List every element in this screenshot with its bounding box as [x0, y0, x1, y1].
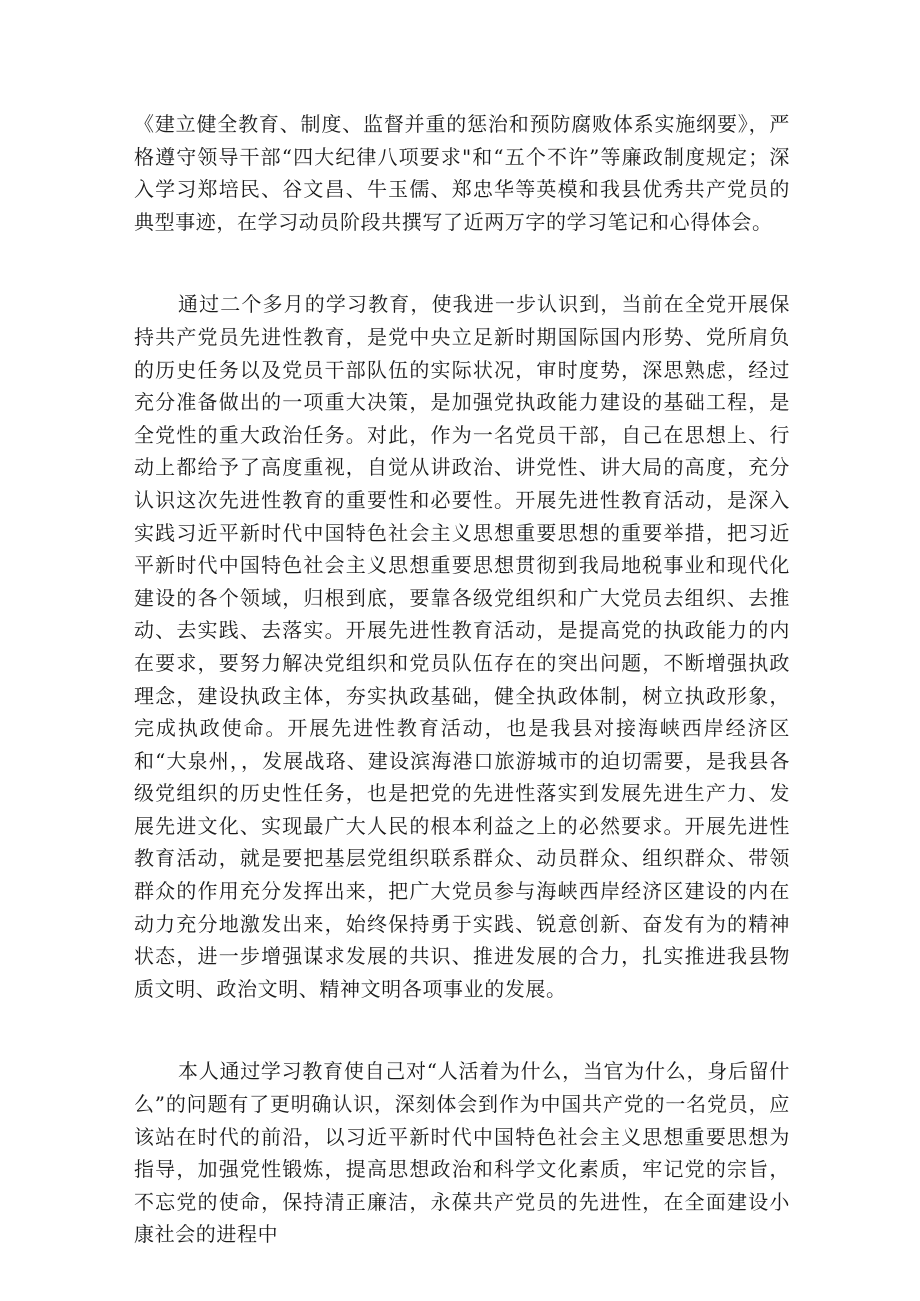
paragraph-2: 通过二个多月的学习教育，使我进一步认识到，当前在全党开展保持共产党员先进性教育，是党中央立足新时期国际国内形势、党所肩负的历史任务以及党员干部队伍的实际状况，审时度势，深思熟虑，经过充分准备做出的一项重大决策，是加强党执政能力建设的基础工程，是全党性的重大政治任务。对此，作为一名党员干部，自己在思想上、行动上都给予了高度重视，自觉从讲政治、讲党性、讲大局的高度，充分认识这次先进性教育的重要性和必要性。开展先进性教育活动，是深入实践习近平新时代中国特色社会主义思想重要思想的重要举措，把习近平新时代中国特色社会主义思想重要思想贯彻到我局地税事业和现代化建设的各个领域，归根到底，要靠各级党组织和广大党员去组织、去推动、去实践、去落实。开展先进性教育活动，是提高党的执政能力的内在要求，要努力解决党组织和党员队伍存在的突出问题，不断增强执政理念，建设执政主体，夯实执政基础，健全执政体制，树立执政形象，完成执政使命。开展先进性教育活动，也是我县对接海峡西岸经济区和“大泉州，，发展战珞、建设滨海港口旅游城市的迫切需要，是我县各级党组织的历史性任务，也是把党的先进性落实到发展先进生产力、发展先进文化、实现最广大人民的根本利益之上的必然要求。开展先进性教育活动，就是要把基层党组织联系群众、动员群众、组织群众、带领群众的作用充分发挥出来，把广大党员参与海峡西岸经济区建设的内在动力充分地激发出来，始终保持勇于实践、锐意创新、奋发有为的精神状态，进一步增强谋求发展的共识、推进发展的合力，扎实推进我县物质文明、政治文明、精神文明各项事业的发展。 [134, 292, 790, 1001]
paragraph-1: 《建立健全教育、制度、监督并重的惩治和预防腐败体系实施纲要》，严格遵守领导干部“四大纪律八项要求"和“五个不许”等廉政制度规定；深入学习郑培民、谷文昌、牛玉儒、郑忠华等英模和我县优秀共产党员的典型事迹，在学习动员阶段共撰写了近两万字的学习笔记和心得体会。 [134, 112, 790, 234]
paragraph-3: 本人通过学习教育使自己对“人活着为什么，当官为什么，身后留什么”的问题有了更明确认识，深刻体会到作为中国共产党的一名党员，应该站在时代的前沿，以习近平新时代中国特色社会主义思想重要思想为指导，加强党性锻炼，提高思想政治和科学文化素质，牢记党的宗旨，不忘党的使命，保持清正廉洁，永葆共产党员的先进性，在全面建设小康社会的进程中 [134, 1059, 790, 1247]
document-page [134, 108, 790, 1251]
